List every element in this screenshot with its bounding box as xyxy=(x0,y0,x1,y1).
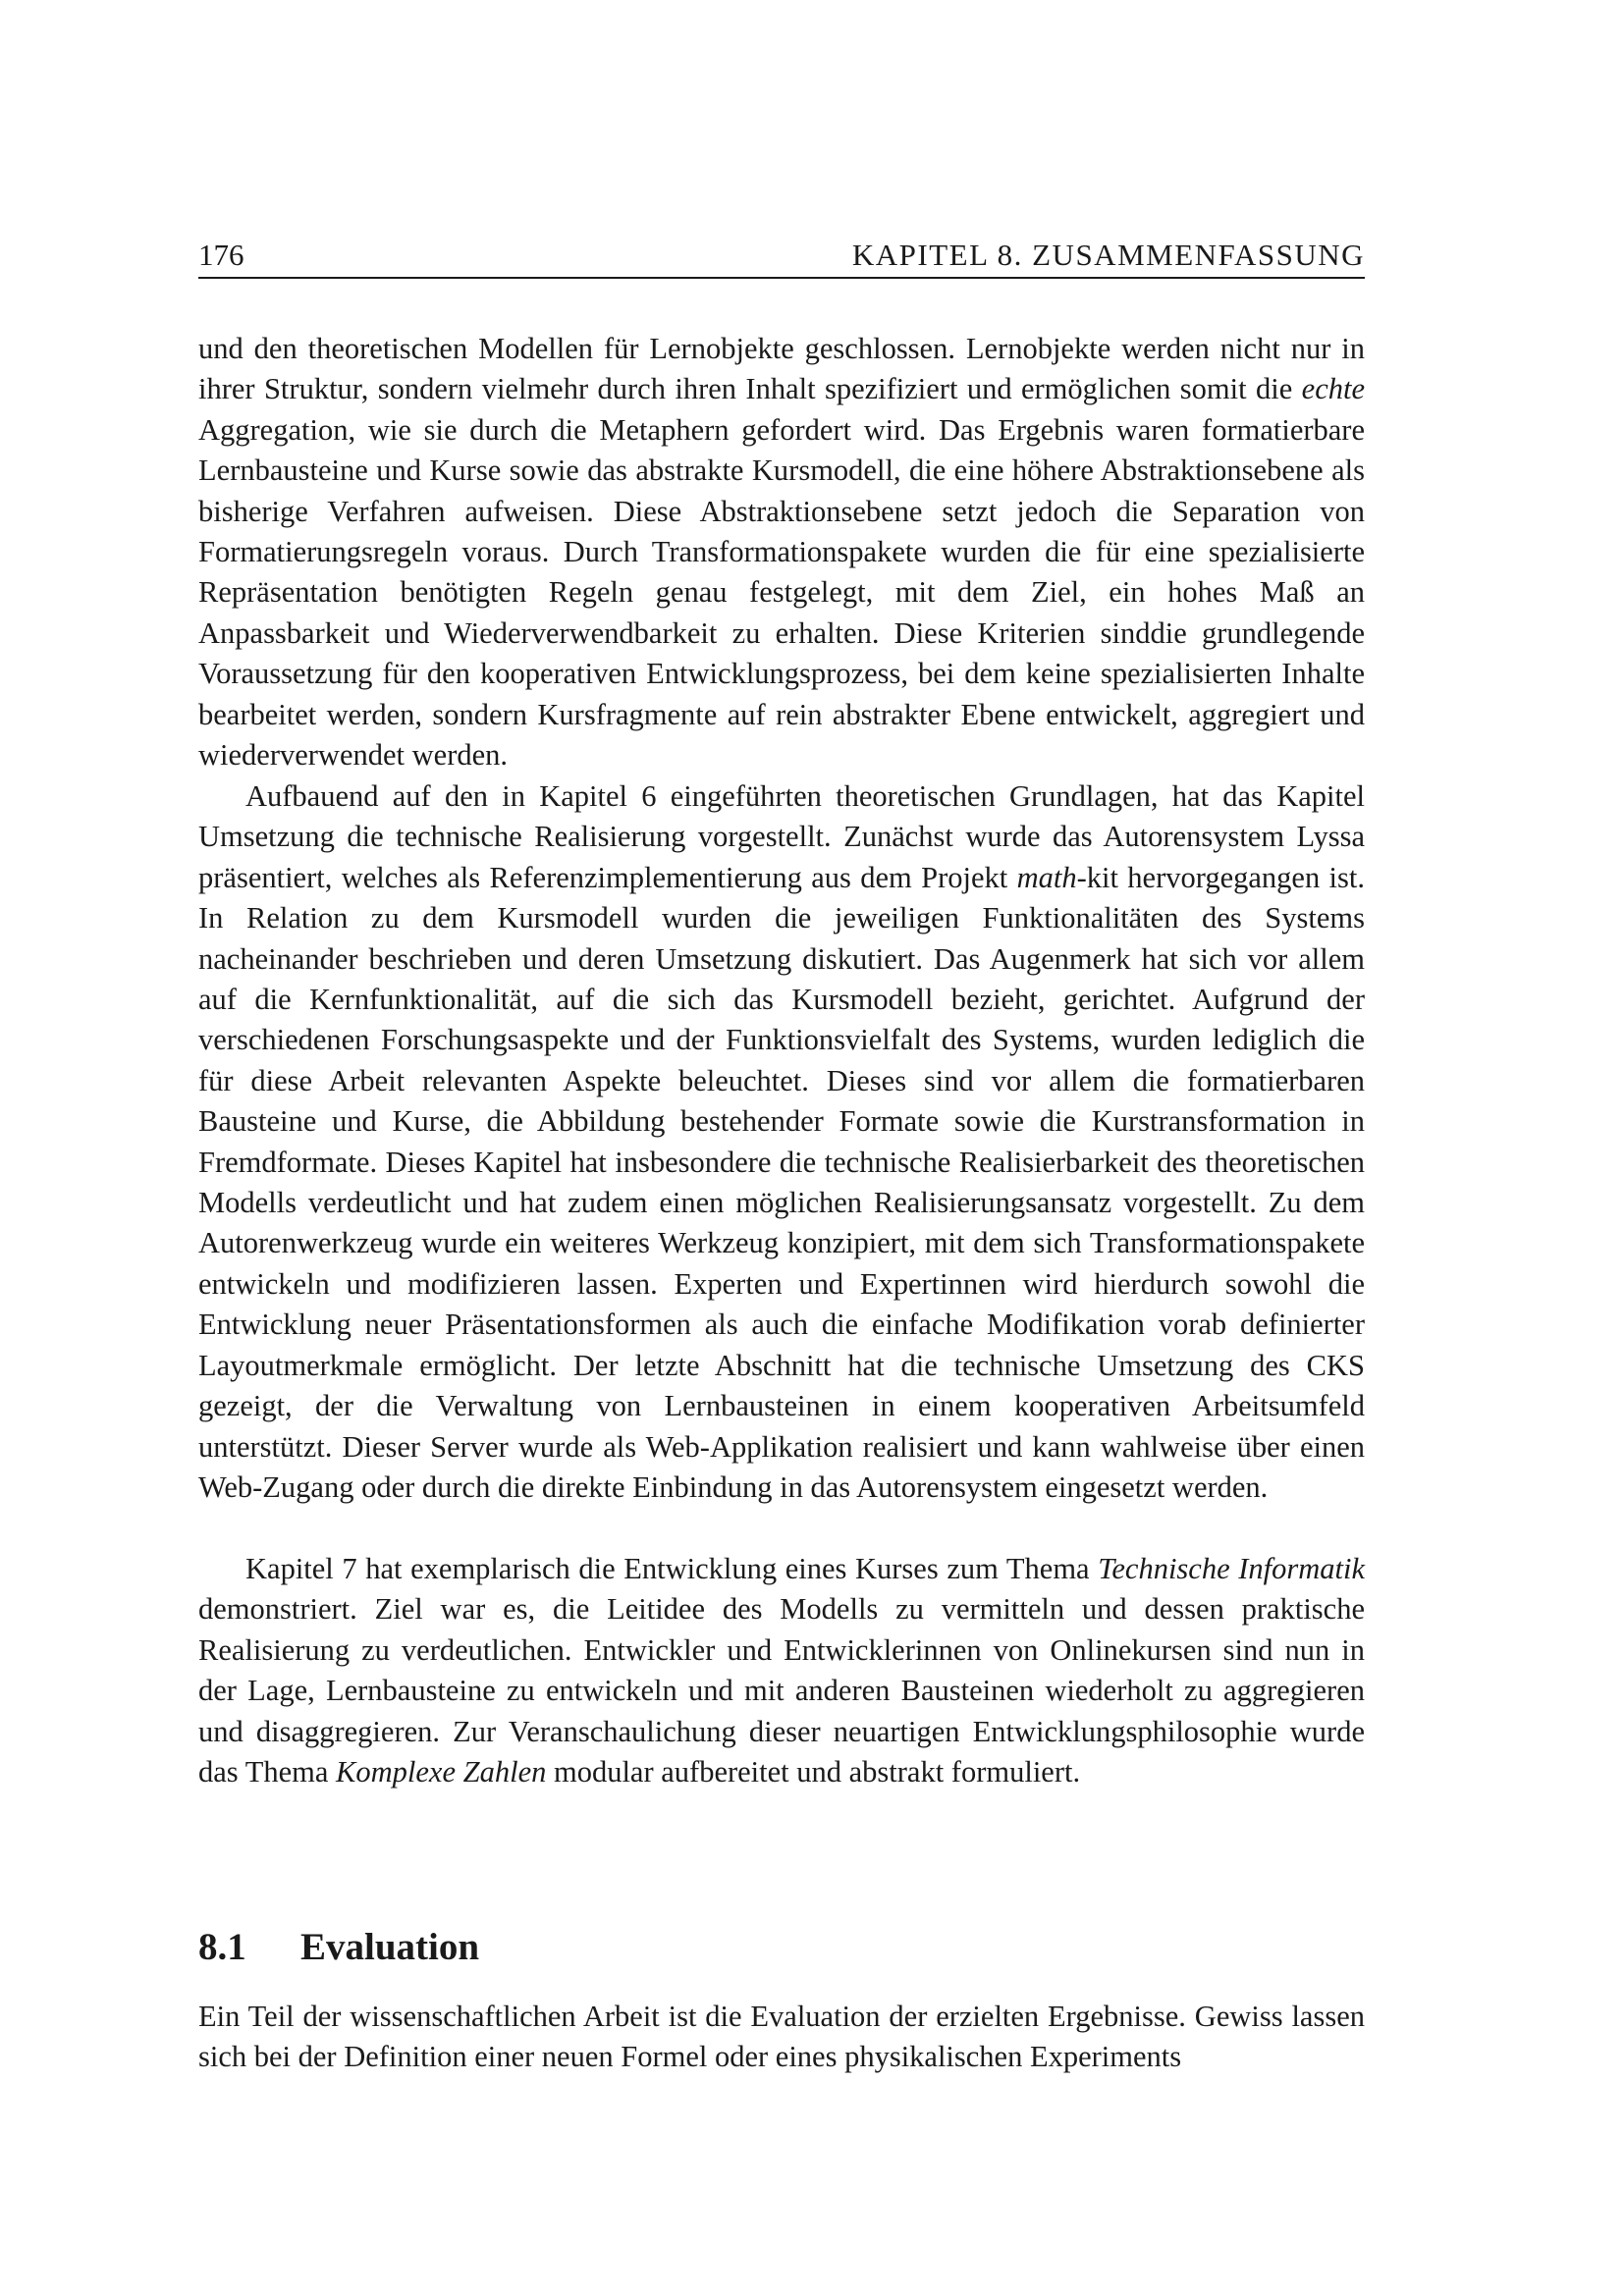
page-header xyxy=(198,236,1365,279)
paragraph-3-text-c: modular aufbereitet und abstrakt formuliert. xyxy=(546,1755,1081,1789)
paragraph-4 xyxy=(198,1997,1365,2078)
paragraph-2-text-b: hervorgegangen ist. In Relation zu dem Kursmodell wurden die jeweiligen Funktionalitäten des Systems nacheinander beschrieben und deren Umsetzung diskutiert. Das Augenmerk hat sich vor allem auf die Kernfunktionalität, auf die sich das Kursmodell bezieht, gerichtet. Aufgrund der verschiedenen Forschungsaspekte und der Funktionsvielfalt des Systems, wurden lediglich die für diese Arbeit relevanten Aspekte beleuchtet. Dieses sind vor allem die formatierbaren Bausteine und Kurse, die Abbildung bestehender Formate sowie die Kurstransformation in Fremdformate. Dieses Kapitel hat insbesondere die technische Realisierbarkeit des theoretischen Modells verdeutlicht und hat zudem einen möglichen Realisierungsansatz vorgestellt. Zu dem Autorenwerkzeug wurde ein weiteres Werkzeug konzipiert, mit dem sich Transformationspakete entwickeln und modifizieren lassen. Experten und Expertinnen wird hierdurch sowohl die Entwicklung neuer Präsentationsformen als auch die einfache Modifikation vorab definierter Layoutmerkmale ermöglicht. Der letzte Abschnitt hat die technische Umsetzung des CKS gezeigt, der die Verwaltung von Lernbausteinen in einem kooperativen Arbeitsumfeld unterstützt. Dieser Server wurde als Web-Applikation realisiert und kann wahlweise über einen Web-Zugang oder durch die direkte Einbindung in das Autorensystem eingesetzt werden. xyxy=(198,860,1365,1504)
paragraph-1 xyxy=(198,329,1365,775)
paragraph-2-text-a: Aufbauend auf den in Kapitel 6 eingeführten theoretischen Grundlagen, hat das Kapitel Umsetzung die technische Realisierung vorgestellt. Zunächst wurde das Autorensystem Lyssa präsentiert, welches als Referenzimplementierung aus dem Projekt xyxy=(198,779,1365,894)
section-number: 8.1 xyxy=(198,1926,246,1968)
paragraph-3-text-a: Kapitel 7 hat exemplarisch die Entwicklung eines Kurses zum Thema xyxy=(245,1552,1099,1585)
running-title: KAPITEL 8. ZUSAMMENFASSUNG xyxy=(851,238,1365,272)
paragraph-1-text-a: und den theoretischen Modellen für Lernobjekte geschlossen. Lernobjekte werden nicht nur in ihrer Struktur, sondern vielmehr durch ihren Inhalt spezifiziert und ermöglichen somit die xyxy=(198,332,1365,406)
paragraph-3 xyxy=(198,1549,1365,1792)
emphasis-komplexe-zahlen: Komplexe Zahlen xyxy=(336,1755,547,1789)
emphasis-technische-informatik: Technische Informatik xyxy=(1098,1552,1365,1585)
emphasis-echte: echte xyxy=(1301,372,1365,406)
paragraph-1-text-b: Aggregation, wie sie durch die Metaphern gefordert wird. Das Ergebnis waren formatierbare Lernbausteine und Kurse sowie das abstrakte Kursmodell, die eine höhere Abstraktionsebene als bisherige Verfahren aufweisen. Diese Abstraktionsebene setzt jedoch die Separation von Formatierungsregeln voraus. Durch Transformationspakete wurden die für eine spezialisierte Repräsentation benötigten Regeln genau festgelegt, mit dem Ziel, ein hohes Maß an Anpassbarkeit und Wiederverwendbarkeit zu erhalten. Diese Kriterien sinddie grundlegende Voraussetzung für den kooperativen Entwicklungsprozess, bei dem keine spezialisierten Inhalte bearbeitet werden, sondern Kursfragmente auf rein abstrakter Ebene entwickelt, aggregiert und wiederverwendet werden. xyxy=(198,412,1365,773)
paragraph-2 xyxy=(198,776,1365,1508)
section-title: Evaluation xyxy=(300,1926,480,1968)
paragraph-4-text: Ein Teil der wissenschaftlichen Arbeit ist die Evaluation der erzielten Ergebnisse. Gewiss lassen sich bei der Definition einer neuen Formel oder eines physikalischen Experiments xyxy=(198,2000,1365,2074)
mathkit-logo-kit: -kit xyxy=(1076,860,1118,894)
mathkit-logo-math: math xyxy=(1016,860,1077,894)
page-number: 176 xyxy=(198,238,244,272)
section-heading xyxy=(198,1924,479,1971)
paragraph-3-text-b: demonstriert. Ziel war es, die Leitidee des Modells zu vermitteln und dessen praktische Realisierung zu verdeutlichen. Entwickler und Entwicklerinnen von Onlinekursen sind nun in der Lage, Lernbausteine zu entwickeln und mit anderen Bausteinen wiederholt zu aggregieren und disaggregieren. Zur Veranschaulichung dieser neuartigen Entwicklungsphilosophie wurde das Thema xyxy=(198,1592,1365,1789)
